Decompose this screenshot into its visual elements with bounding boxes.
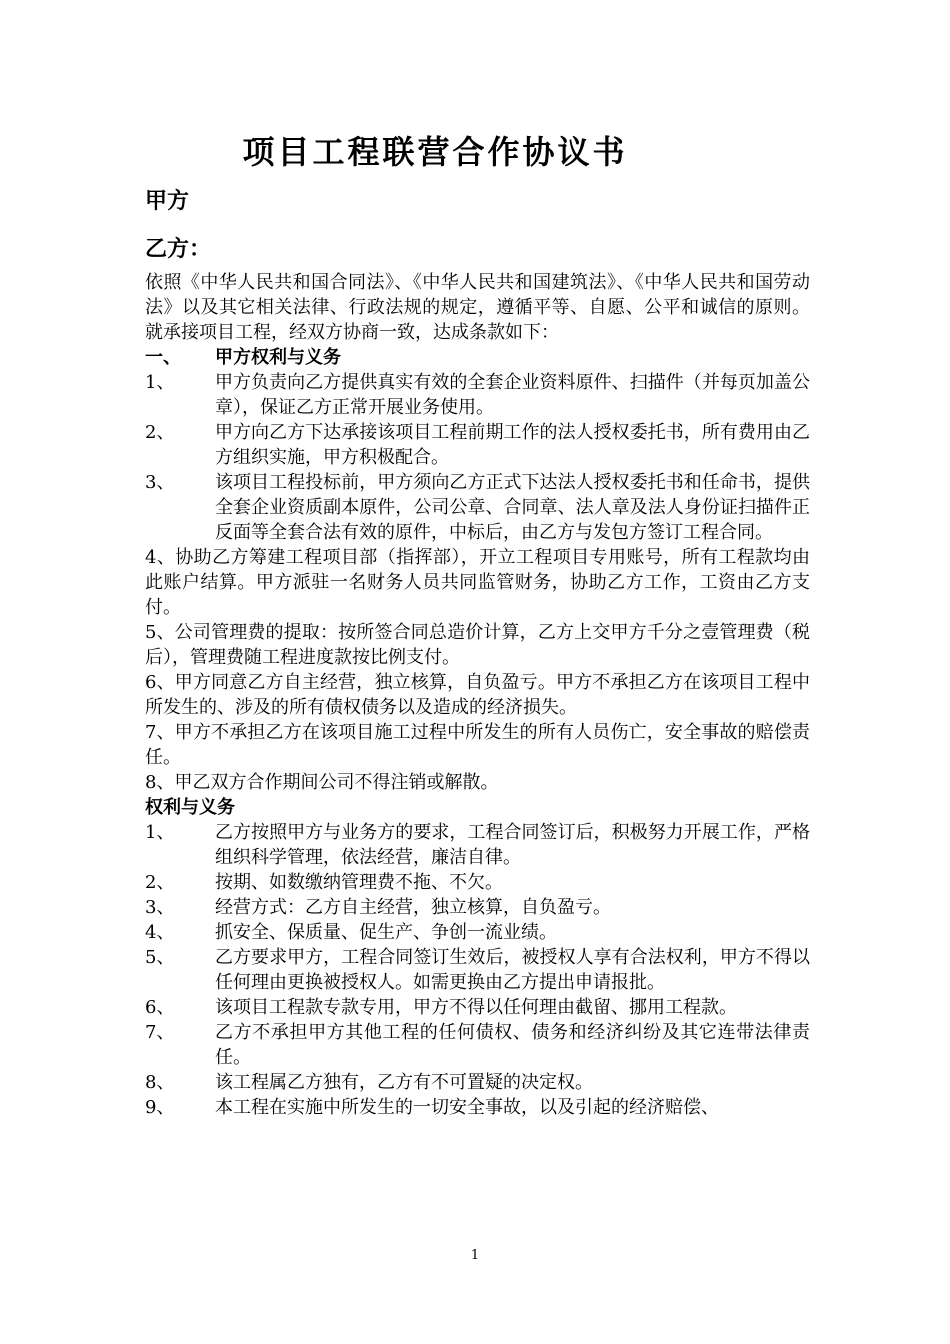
section-1-inline-list — [145, 545, 810, 795]
list-item-number: 7、 — [145, 1022, 175, 1043]
list-item — [145, 920, 810, 945]
list-item-text: 乙方要求甲方，工程合同签订生效后，被授权人享有合法权利，甲方不得以任何理由更换被授权人。如需更换由乙方提出申请报批。 — [215, 947, 810, 993]
list-item — [145, 370, 810, 420]
party-a-label: 甲方 — [145, 189, 190, 214]
list-item-number: 5、 — [145, 947, 175, 968]
list-item — [145, 945, 810, 995]
list-item: 5、公司管理费的提取：按所签合同总造价计算，乙方上交甲方千分之壹管理费（税后），管理费随工程进度款按比例支付。 — [145, 622, 810, 668]
list-item — [145, 420, 810, 470]
list-item-number: 8、 — [145, 1072, 175, 1093]
list-item-text: 该项目工程款专款专用，甲方不得以任何理由截留、挪用工程款。 — [215, 997, 737, 1018]
list-item: 8、甲乙双方合作期间公司不得注销或解散。 — [145, 772, 499, 793]
list-item-number: 4、 — [145, 922, 175, 943]
section-2-heading: 权利与义务 — [145, 797, 235, 818]
list-item: 4、协助乙方筹建工程项目部（指挥部），开立工程项目专用账号，所有工程款均由此账户结算。甲方派驻一名财务人员共同监管财务，协助乙方工作，工资由乙方支付。 — [145, 547, 810, 618]
section-1-tabbed-list — [145, 370, 810, 545]
list-item — [145, 870, 810, 895]
list-item — [145, 995, 810, 1020]
list-item-number: 6、 — [145, 997, 175, 1018]
list-item — [145, 1095, 810, 1120]
list-item-text: 乙方按照甲方与业务方的要求，工程合同签订后，积极努力开展工作，严格组织科学管理，依法经营，廉洁自律。 — [215, 822, 810, 868]
page-number: 1 — [470, 1248, 480, 1263]
section-1-title: 甲方权利与义务 — [215, 347, 341, 368]
list-item-text: 甲方负责向乙方提供真实有效的全套企业资料原件、扫描件（并每页加盖公章），保证乙方正常开展业务使用。 — [215, 372, 810, 418]
list-item-number: 1、 — [145, 822, 175, 843]
list-item — [145, 1020, 810, 1070]
list-item-text: 按期、如数缴纳管理费不拖、不欠。 — [215, 872, 503, 893]
party-b-label: 乙方： — [145, 237, 212, 262]
list-item-number: 3、 — [145, 472, 175, 493]
section-1-heading — [145, 345, 810, 370]
list-item-text: 甲方向乙方下达承接该项目工程前期工作的法人授权委托书，所有费用由乙方组织实施，甲方积极配合。 — [215, 422, 810, 468]
list-item-text: 经营方式：乙方自主经营，独立核算，自负盈亏。 — [215, 897, 611, 918]
intro-paragraph: 依照《中华人民共和国合同法》、《中华人民共和国建筑法》、《中华人民共和国劳动法》以及其它相关法律、行政法规的规定，遵循平等、自愿、公平和诚信的原则。就承接项目工程，经双方协商一致，达成条款如下： — [145, 272, 810, 343]
list-item-number: 2、 — [145, 422, 175, 443]
list-item-text: 本工程在实施中所发生的一切安全事故，以及引起的经济赔偿、 — [215, 1097, 719, 1118]
list-item: 7、甲方不承担乙方在该项目施工过程中所发生的所有人员伤亡，安全事故的赔偿责任。 — [145, 722, 810, 768]
list-item — [145, 820, 810, 870]
agreement-body — [145, 270, 810, 1120]
list-item-text: 乙方不承担甲方其他工程的任何债权、债务和经济纠纷及其它连带法律责任。 — [215, 1022, 810, 1068]
section-2-list — [145, 820, 810, 1120]
list-item-number: 1、 — [145, 372, 175, 393]
section-1-number: 一、 — [145, 347, 181, 368]
list-item — [145, 1070, 810, 1095]
list-item — [145, 895, 810, 920]
list-item-number: 2、 — [145, 872, 175, 893]
list-item-text: 该项目工程投标前，甲方须向乙方正式下达法人授权委托书和任命书，提供全套企业资质副本原件，公司公章、合同章、法人章及法人身份证扫描件正反面等全套合法有效的原件，中标后，由乙方与发包方签订工程合同。 — [215, 472, 810, 543]
list-item-text: 抓安全、保质量、促生产、争创一流业绩。 — [215, 922, 557, 943]
list-item-number: 9、 — [145, 1097, 175, 1118]
list-item — [145, 470, 810, 545]
list-item: 6、甲方同意乙方自主经营，独立核算，自负盈亏。甲方不承担乙方在该项目工程中所发生的、涉及的所有债权债务以及造成的经济损失。 — [145, 672, 810, 718]
list-item-number: 3、 — [145, 897, 175, 918]
list-item-text: 该工程属乙方独有，乙方有不可置疑的决定权。 — [215, 1072, 593, 1093]
document-title: 项目工程联营合作协议书 — [242, 133, 628, 171]
